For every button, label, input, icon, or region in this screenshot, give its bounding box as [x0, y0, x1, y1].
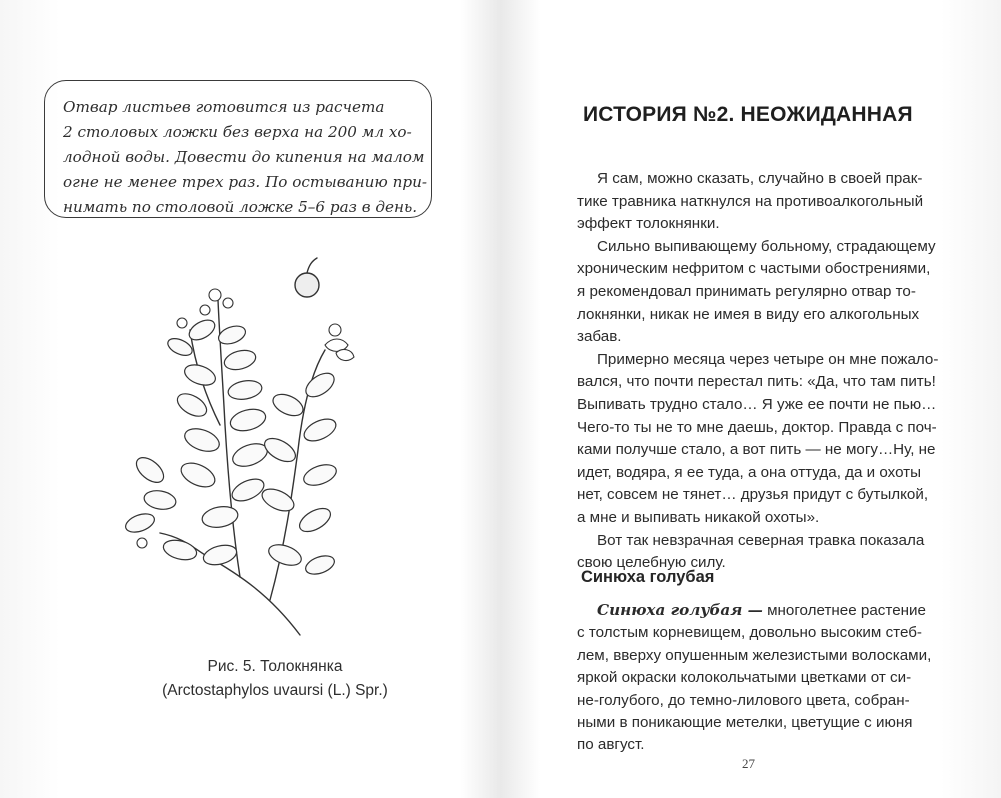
- caption-title: Рис. 5. Толокнянка: [207, 658, 343, 675]
- description-line: по август.: [577, 736, 645, 754]
- story-line: забав.: [577, 328, 622, 346]
- description-line: с толстым корневищем, довольно высоким стеб-: [577, 624, 922, 642]
- note-line: нимать по столовой ложке 5–6 раз в день.: [63, 198, 418, 216]
- bearberry-plant-illustration: [120, 255, 360, 645]
- story-line: вался, что почти перестал пить: «Да, что там пить!: [577, 373, 936, 391]
- description-line: лем, вверху опушенным железистыми волосками,: [577, 646, 932, 664]
- story-line: Чего-то ты не то мне даешь, доктор. Правда с поч-: [577, 418, 937, 436]
- story-line: я рекомендовал принимать регулярно отвар то-: [577, 282, 916, 300]
- story-line: Сильно выпивающему больному, страдающему: [597, 237, 936, 255]
- plant-subheading: Синюха голубая: [581, 568, 715, 586]
- caption-latin-name: (Arctostaphylos uvaursi (L.) Spr.): [162, 682, 388, 699]
- description-line: не-голубого, до темно-лилового цвета, собран-: [577, 691, 910, 709]
- note-line: огне не менее трех раз. По остыванию при-: [63, 173, 427, 191]
- plant-term: Синюха голубая —: [597, 601, 763, 619]
- term-rest: многолетнее растение: [762, 602, 926, 619]
- story-line: а мне и выпивать никакой охоты».: [577, 508, 820, 526]
- story-line: тике травника наткнулся на противоалкогольный: [577, 192, 924, 210]
- story-line: Выпивать трудно стало… Я уже ее почти не пью…: [577, 395, 937, 413]
- story-line: Вот так невзрачная северная травка показала: [597, 531, 925, 549]
- page-number: 27: [742, 756, 755, 771]
- description-line: ными в поникающие метелки, цветущие с июня: [577, 714, 913, 732]
- figure-caption: [140, 655, 410, 703]
- story-line: ками получше стало, а вот пить — не могу…Ну, не: [577, 441, 936, 459]
- story-line: эффект толокнянки.: [577, 215, 720, 233]
- note-line: Отвар листьев готовится из расчета: [63, 98, 385, 116]
- story-line: свою целебную силу.: [577, 554, 726, 572]
- note-line: лодной воды. Довести до кипения на малом: [63, 148, 425, 166]
- story-line: локнянки, никак не имея в виду его алкогольных: [577, 305, 920, 323]
- story-line: хроническим нефритом с частыми обострениями,: [577, 260, 931, 278]
- left-page: [0, 0, 498, 798]
- story-heading: ИСТОРИЯ №2. НЕОЖИДАННАЯ: [583, 103, 913, 126]
- recipe-note-box: [44, 80, 432, 218]
- note-line: 2 столовых ложки без верха на 200 мл хо-: [63, 123, 412, 141]
- description-line: яркой окраски колокольчатыми цветками от си-: [577, 669, 912, 687]
- plant-description: [577, 599, 957, 757]
- story-line: нет, совсем не тянет… друзья придут с бутылкой,: [577, 486, 929, 504]
- right-page: [503, 0, 1001, 798]
- description-line: [577, 599, 957, 622]
- story-line: Примерно месяца через четыре он мне пожало-: [597, 350, 939, 368]
- story-line: идет, водяра, я ее туда, а она оттуда, да и охоты: [577, 463, 922, 481]
- story-line: Я сам, можно сказать, случайно в своей прак-: [597, 170, 923, 187]
- story-paragraphs: [577, 168, 957, 575]
